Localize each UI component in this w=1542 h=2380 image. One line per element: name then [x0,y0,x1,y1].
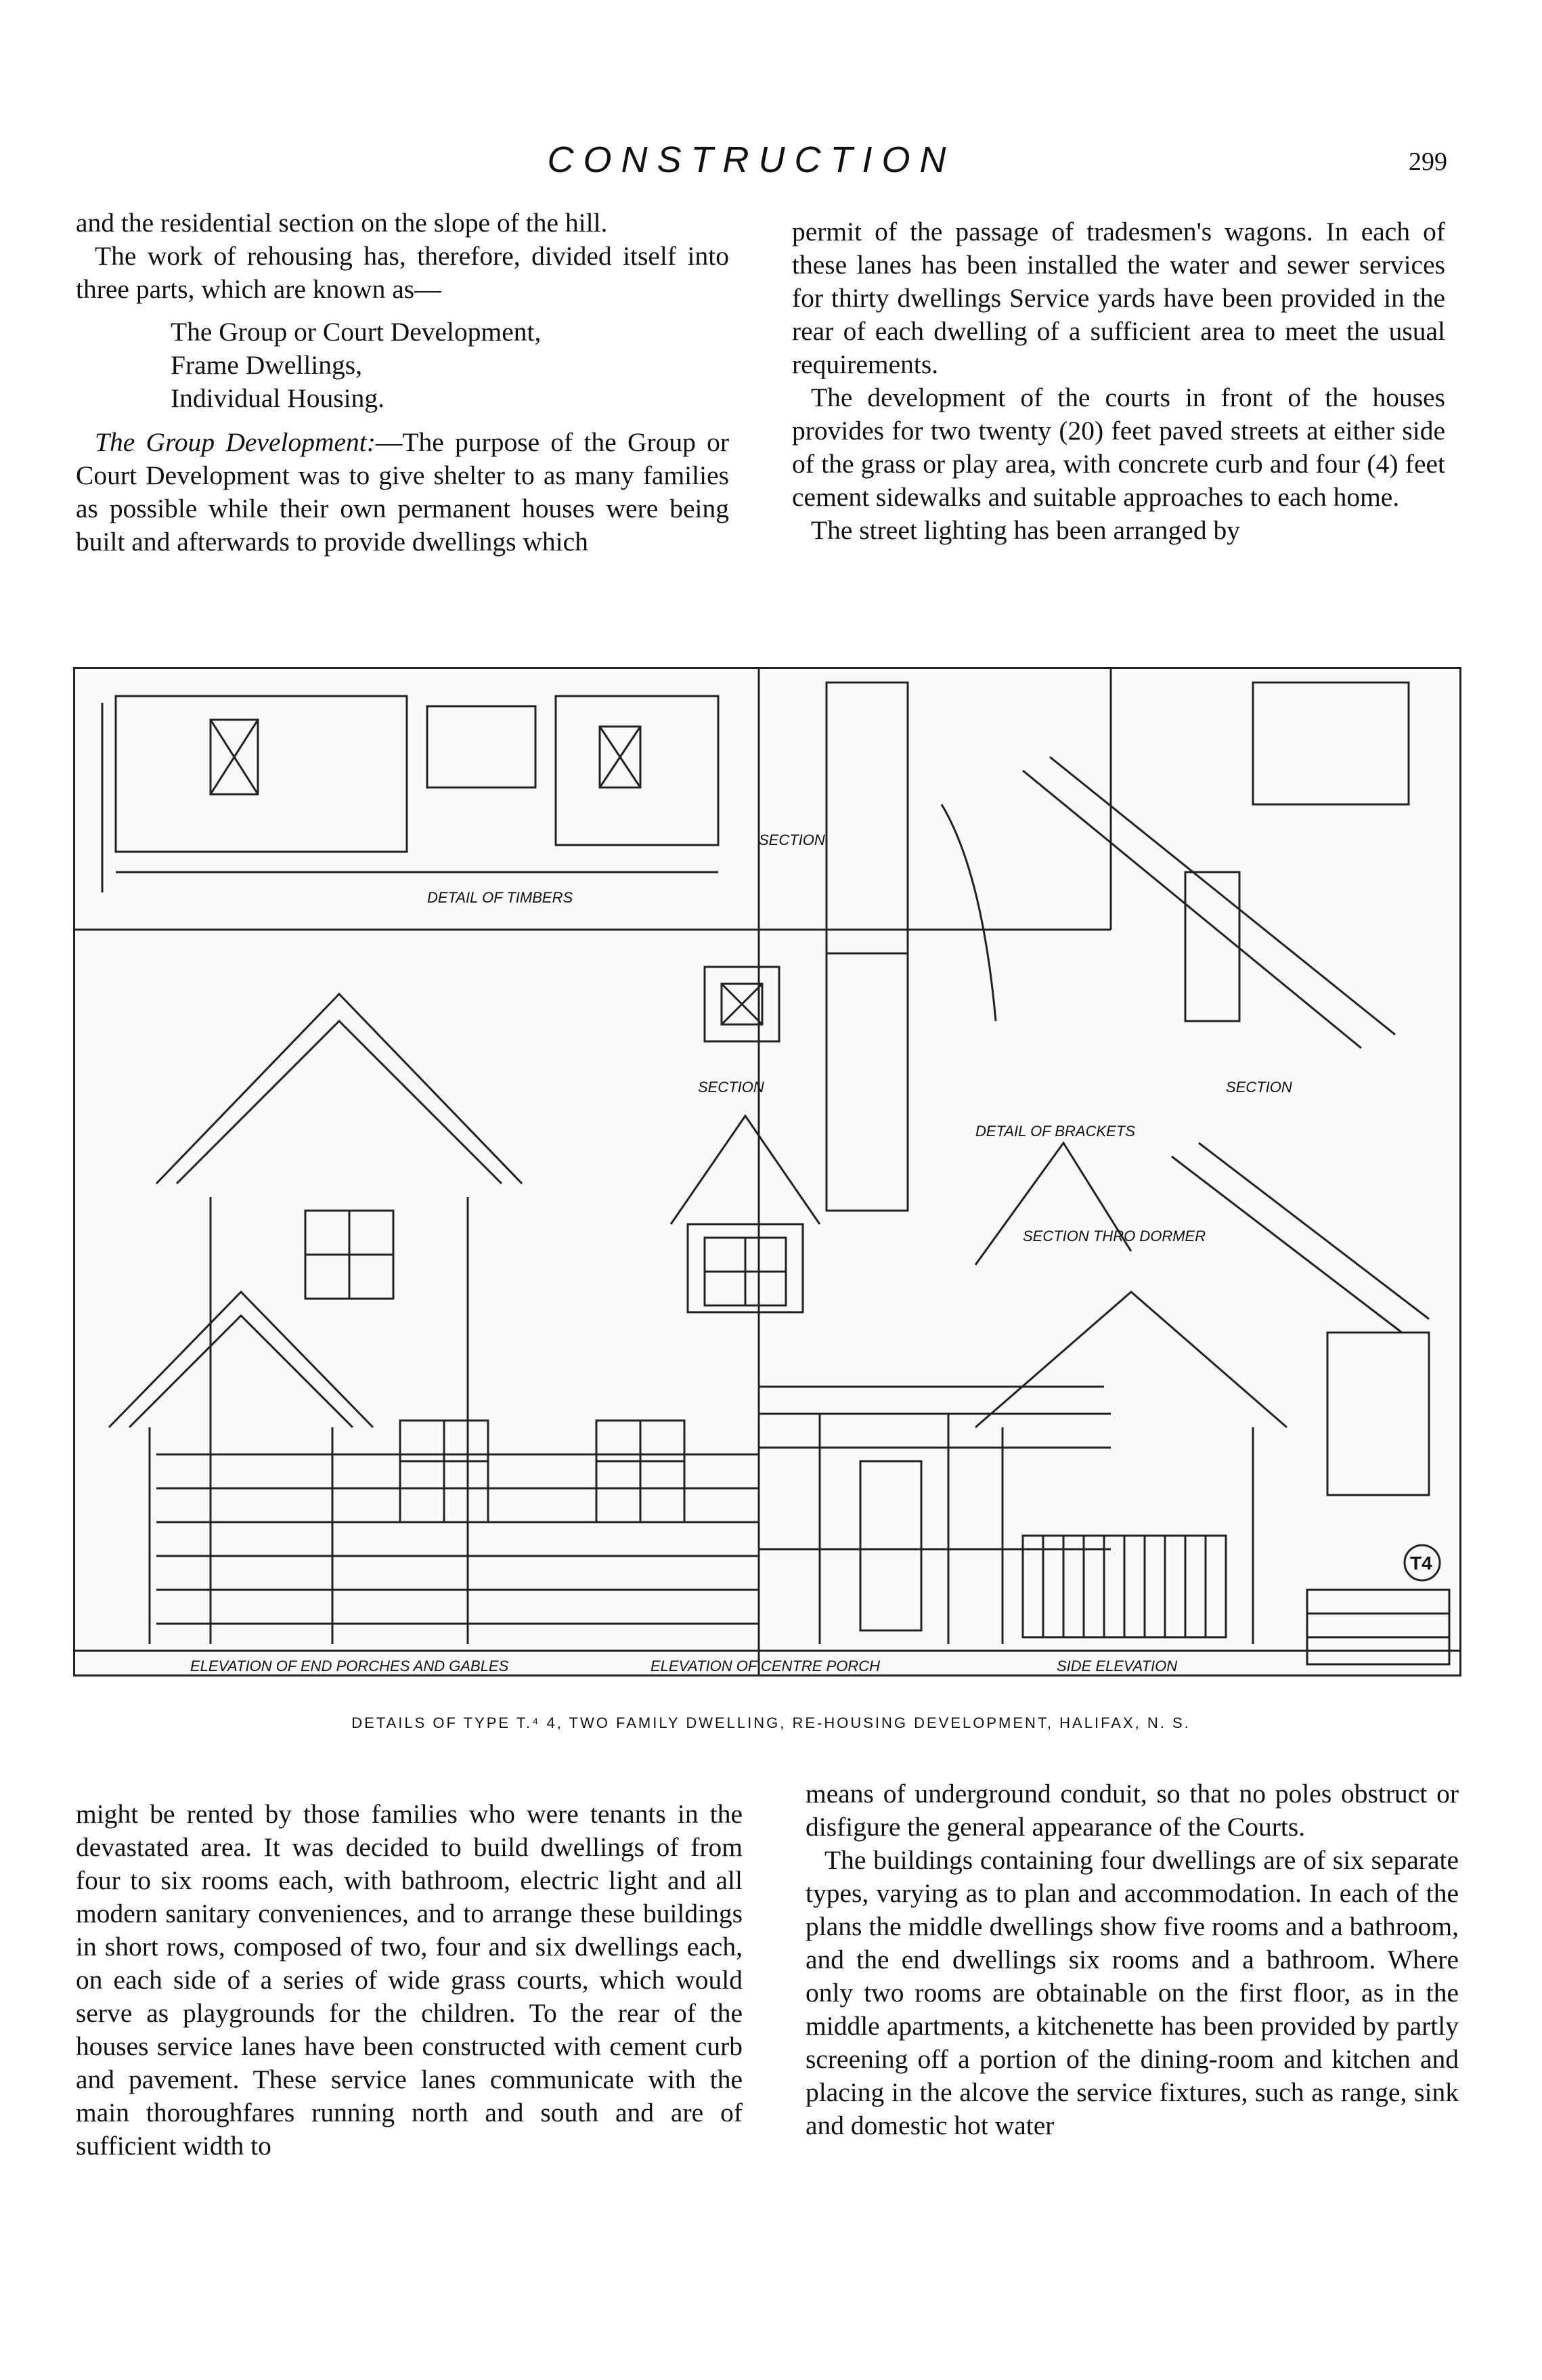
column-bottom-left [76,1798,743,2163]
column-bottom-right [806,1777,1459,2142]
sheet-number: T4 [1410,1553,1432,1574]
elevation-centre-porch-label: ELEVATION OF CENTRE PORCH [651,1658,881,1674]
journal-title: CONSTRUCTION [547,139,956,180]
section-label: SECTION [698,1079,764,1096]
column-top-right [792,215,1445,547]
paragraph: The street lighting has been arranged by [811,515,1240,545]
paragraph: means of underground conduit, so that no poles obstruct or disfigure the general appearance of the Courts. [806,1779,1459,1842]
detail-brackets-label: DETAIL OF BRACKETS [975,1123,1135,1140]
paragraph: and the residential section on the slope of the hill. [76,208,608,238]
paragraph: The buildings containing four dwellings are of six separate types, varying as to plan and accommodation. In each of the plans the middle dwellings show five rooms and a bathroom, and the end dwellings six rooms and a bathroom. Where only two rooms are obtainable on the first floor, as in the middle apartments, a kitchenette has been provided by partly screening off a portion of the dining-room and kitchen and placing in the alcove the service fixtures, such as range, sink and domestic hot water [806,1845,1459,2140]
paragraph: The development of the courts in front of the houses provides for two twenty (20) feet paved streets at either side of the grass or play area, with concrete curb and four (4) feet cement sidewalks and suitable approaches to each home. [792,383,1445,512]
figure-caption: DETAILS OF TYPE T.⁴ 4, TWO FAMILY DWELLING, RE-HOUSING DEVELOPMENT, HALIFAX, N. S. [351,1714,1191,1731]
column-top-left [76,207,729,559]
page-number: 299 [1409,148,1447,176]
detail-timbers-label: DETAIL OF TIMBERS [427,889,573,906]
section-label: SECTION [1226,1079,1292,1096]
development-list [76,316,729,415]
paragraph: The work of rehousing has, therefore, divided itself into three parts, which are known as— [76,241,729,304]
list-item: Individual Housing. [171,383,384,413]
paragraph [76,426,729,559]
paragraph-text: —The purpose of the Group or Court Development was to give shelter to as many families as possible while their own permanent houses were being built and afterwards to provide dwellings which [76,427,729,557]
drawing-svg [75,669,1459,1674]
list-item: The Group or Court Development, [171,317,542,347]
elevation-end-porches-label: ELEVATION OF END PORCHES AND GABLES [190,1658,509,1674]
paragraph: might be rented by those families who were tenants in the devastated area. It was decided to build dwellings of from four to six rooms each, with bathroom, electric light and all modern sanitary conveniences, and to arrange these buildings in short rows, composed of two, four and six dwellings each, on each side of a series of wide grass courts, which would serve as playgrounds for the children. To the rear of the houses service lanes have been constructed with cement curb and pavement. These service lanes communicate with the main thoroughfares running north and south and are of sufficient width to [76,1799,743,2161]
list-item: Frame Dwellings, [171,350,363,380]
side-elevation-label: SIDE ELEVATION [1057,1658,1178,1674]
architectural-drawing [73,667,1461,1676]
section-label: SECTION [759,831,825,848]
run-in-heading: The Group Development: [95,427,376,457]
paragraph: permit of the passage of tradesmen's wagons. In each of these lanes has been installed the water and sewer services for thirty dwellings Service yards have been provided in the rear of each dwelling of a sufficient area to meet the usual requirements. [792,217,1445,379]
running-head [0,139,1542,186]
section-dormer-label: SECTION THRO DORMER [1023,1228,1206,1245]
